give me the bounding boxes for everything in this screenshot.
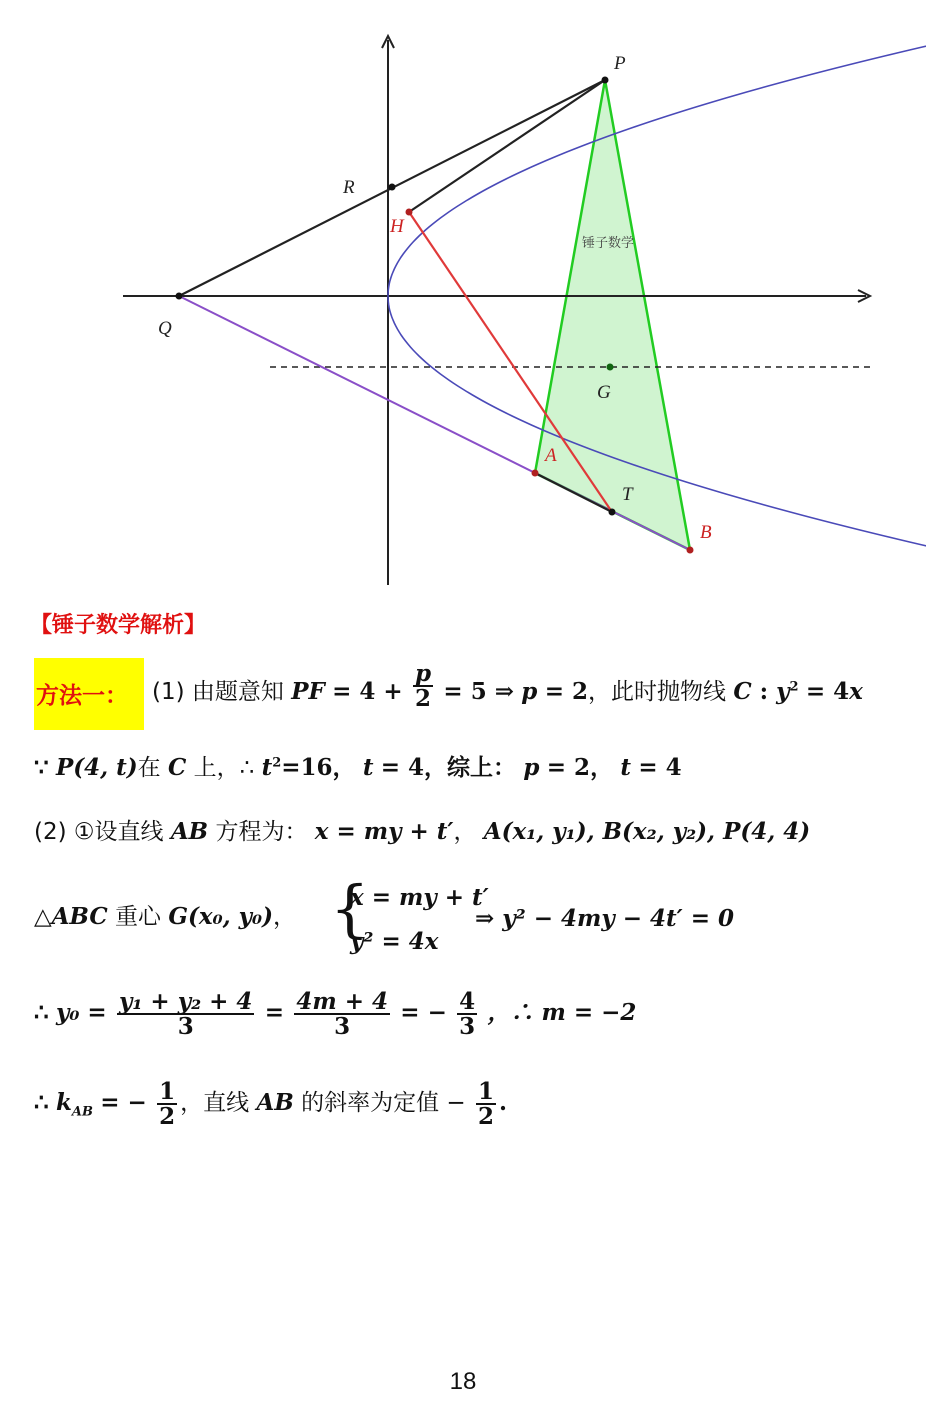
l5-frac2	[294, 990, 390, 1038]
l5-tail: ，∴ m = −2	[487, 999, 637, 1026]
l6-frac2	[476, 1080, 496, 1128]
label-p: P	[614, 53, 626, 74]
l4-g: G(x₀, y₀)	[168, 903, 273, 930]
l2-t: t	[261, 754, 273, 781]
l2-sup: 2	[272, 755, 282, 771]
point-g	[607, 364, 614, 371]
l2-text1: 在	[137, 755, 161, 781]
l1-frac	[413, 662, 433, 710]
point-b	[687, 547, 694, 554]
l2-text2: 上，∴	[186, 755, 255, 781]
solution-line-3	[34, 820, 810, 844]
l6-text2: 的斜率为定值 −	[301, 1090, 466, 1116]
l4-result: ⇒ y² − 4my − 4t′ = 0	[475, 905, 734, 932]
l4-sep: ，	[273, 904, 296, 930]
l2-args: (4, t)	[73, 754, 138, 781]
l6-text: ，直线	[180, 1090, 250, 1116]
l5-f2-den: 3	[334, 1013, 351, 1040]
l6-therefore: ∴	[34, 1089, 49, 1116]
label-a: A	[545, 445, 557, 466]
l1-sup: 2	[789, 679, 799, 695]
l1-pf: PF	[291, 678, 325, 705]
line-hp	[409, 80, 605, 212]
point-r	[389, 184, 396, 191]
l5-therefore: ∴	[34, 999, 49, 1026]
l1-y: y	[776, 678, 790, 705]
l2-p: P	[55, 754, 74, 781]
label-q: Q	[158, 318, 172, 339]
l2-c: C	[167, 754, 187, 781]
l1-part: (1) 由题意知	[152, 679, 284, 705]
l2-eq1: =16，	[281, 754, 356, 781]
l5-frac1	[117, 990, 254, 1038]
l5-f1-num: y₁ + y₂ + 4	[118, 988, 253, 1015]
l4-sys1: x = my + t′	[350, 884, 489, 911]
l6-f2-den: 2	[478, 1103, 495, 1130]
l2-eq4: = 4	[638, 754, 682, 781]
triangle-pab	[535, 80, 690, 550]
l5-f1-den: 3	[177, 1013, 194, 1040]
solution-line-1	[152, 660, 863, 712]
l1-eq3: = 2	[544, 678, 588, 705]
l3-eq: x = my + t′	[314, 818, 454, 845]
l6-end: .	[499, 1089, 508, 1116]
solution-line-4	[34, 905, 296, 929]
l6-f-num: 1	[159, 1078, 176, 1105]
l2-because: ∵	[34, 754, 49, 781]
l3-sep: ，	[453, 819, 477, 845]
l4-tri: △ABC	[34, 903, 108, 930]
point-h	[406, 209, 413, 216]
l3-ab: AB	[170, 818, 209, 845]
l1-p: p	[521, 678, 538, 705]
solution-line-2	[34, 756, 682, 780]
system-eq-2	[350, 930, 438, 954]
l5-y0: y₀ =	[55, 999, 107, 1026]
l5-f3-num: 4	[459, 988, 476, 1015]
label-g: G	[597, 382, 611, 403]
label-t: T	[622, 484, 633, 505]
l4-text1: 重心	[115, 904, 162, 930]
point-p	[602, 77, 609, 84]
l3-text2: 方程为：	[215, 819, 308, 845]
l1-eq4: = 4	[805, 678, 850, 705]
system-brace: {	[330, 872, 370, 945]
l5-f2-num: 4m + 4	[296, 988, 388, 1015]
l6-sub: AB	[71, 1104, 93, 1120]
page-number: 18	[449, 1368, 477, 1395]
l2-eq2: = 4，综上：	[380, 754, 517, 781]
system-eq-1	[350, 886, 489, 910]
l6-f-den: 2	[159, 1103, 176, 1130]
method-label: 方法一：	[36, 683, 128, 709]
l1-text: ，此时抛物线	[588, 679, 726, 705]
l1-c: C	[733, 678, 752, 705]
l5-f3-den: 3	[459, 1013, 476, 1040]
l1-eq2: = 5 ⇒	[443, 678, 514, 705]
label-r: R	[343, 177, 355, 198]
analysis-heading: 【锤子数学解析】	[30, 613, 207, 638]
l5-eq2: = −	[400, 999, 447, 1026]
l1-colon: :	[751, 678, 777, 705]
l2-eq3: = 2，	[546, 754, 614, 781]
l1-frac-num: p	[415, 660, 432, 687]
l6-k: k	[55, 1089, 72, 1116]
l1-eq1: = 4 +	[332, 678, 403, 705]
watermark: 锤子数学	[582, 236, 635, 251]
point-t	[609, 509, 616, 516]
l6-frac1	[157, 1080, 177, 1128]
l2-p2: p	[523, 754, 540, 781]
point-a	[532, 470, 539, 477]
label-b: B	[700, 522, 712, 543]
l3-points: A(x₁, y₁), B(x₂, y₂), P(4, 4)	[483, 818, 811, 845]
solution-line-5	[34, 990, 636, 1038]
l6-eq: = −	[100, 1089, 147, 1116]
geometry-figure	[0, 0, 926, 600]
l4-sys2: y² = 4x	[350, 928, 439, 955]
l2-t2: t	[362, 754, 374, 781]
l5-eq: =	[264, 999, 285, 1026]
solution-line-6	[34, 1080, 507, 1128]
l2-t3: t	[620, 754, 632, 781]
l3-text1: (2) ①设直线	[34, 819, 164, 845]
l6-f2-num: 1	[478, 1078, 495, 1105]
point-q	[176, 293, 183, 300]
l6-ab: AB	[256, 1089, 294, 1116]
l1-x: x	[849, 678, 863, 705]
system-result	[475, 907, 734, 931]
l5-frac3	[457, 990, 477, 1038]
l1-frac-den: 2	[415, 685, 432, 712]
label-h: H	[390, 216, 404, 237]
